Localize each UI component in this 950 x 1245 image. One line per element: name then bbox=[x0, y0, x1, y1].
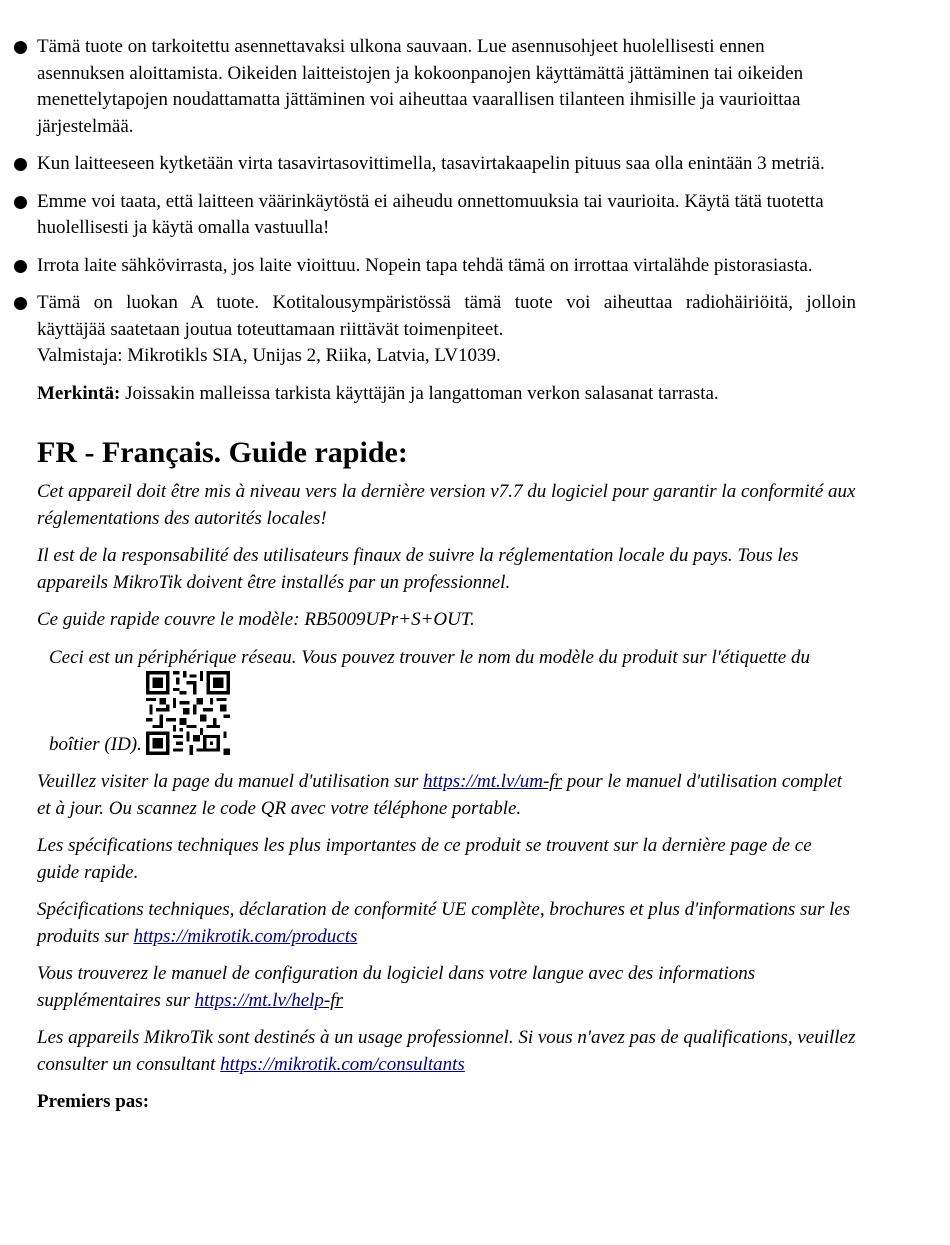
consultants-link[interactable]: https://mikrotik.com/consultants bbox=[220, 1053, 465, 1075]
network-line-1: Ceci est un périphérique réseau. Vous pouvez trouver le nom du modèle du produit sur l'étiquette du bbox=[49, 646, 810, 668]
bullet-text: Irrota laite sähkövirrasta, jos laite vioittuu. Nopein tapa tehdä tämä on irrottaa virtalähde pistorasiasta. bbox=[37, 254, 813, 276]
bullet-icon bbox=[14, 41, 27, 54]
manual-link-suffix: -fr bbox=[542, 771, 562, 792]
model-paragraph: Ce guide rapide couvre le modèle: RB5009UPr+S+OUT. bbox=[37, 609, 475, 630]
manual-text-before: Veuillez visiter la page du manuel d'utilisation sur bbox=[37, 771, 424, 792]
bullet-icon bbox=[14, 260, 27, 273]
document-page bbox=[37, 34, 856, 1116]
help-link[interactable]: https://mt.lv/help-fr bbox=[194, 989, 343, 1011]
manual-text-after: pour le manuel d'utilisation complet et à jour. Ou scannez le code QR avec votre téléphone portable. bbox=[37, 771, 843, 819]
note-text: Joissakin malleissa tarkista käyttäjän ja langattoman verkon salasanat tarrasta. bbox=[120, 382, 719, 404]
bullet-icon bbox=[14, 196, 27, 209]
bullet-text: Kun laitteeseen kytketään virta tasavirtasovittimella, tasavirtakaapelin pituus saa olla enintään 3 metriä. bbox=[37, 153, 825, 174]
note-label: Merkintä: bbox=[37, 382, 121, 404]
specs-last-page-paragraph: Les spécifications techniques les plus importantes de ce produit se trouvent sur la dernière page de ce guide rapide. bbox=[37, 835, 812, 883]
bullet-text: Tämä tuote on tarkoitettu asennettavaksi ulkona sauvaan. Lue asennusohjeet huolellisesti ennen asennuksen aloittamista. Oikeiden laitteistojen ja kokoonpanojen käyttämättä jättäminen tai oikeiden menettelytapojen noudattamatta jättäminen voi aiheuttaa vaarallisen tilanteen ihmisille ja vaurioittaa järjestelmää. bbox=[37, 36, 804, 137]
network-line-2-row bbox=[49, 671, 856, 758]
products-link[interactable]: https://mikrotik.com/products bbox=[133, 925, 358, 947]
list-item bbox=[37, 151, 856, 178]
class-a-line-2: käyttäjää saatetaan joutua toteuttamaan riittävät toimenpiteet. bbox=[37, 318, 504, 340]
list-item bbox=[37, 290, 856, 370]
config-paragraph bbox=[37, 961, 856, 1014]
professional-paragraph bbox=[37, 1025, 856, 1078]
bullet-icon bbox=[14, 297, 27, 310]
first-steps-heading: Premiers pas: bbox=[37, 1091, 150, 1112]
list-item bbox=[37, 253, 856, 280]
note-paragraph bbox=[37, 381, 856, 408]
bullet-text: Emme voi taata, että laitteen väärinkäytöstä ei aiheudu onnettomuuksia tai vaurioita. Käytä tätä tuotetta huolellisesti ja käytä omalla vastuulla! bbox=[37, 190, 824, 238]
bullet-icon bbox=[14, 158, 27, 171]
professional-text: Les appareils MikroTik sont destinés à un usage professionnel. Si vous n'avez pas de qualifications, veuillez consulter un consultant bbox=[37, 1027, 856, 1075]
config-text: Vous trouverez le manuel de configuration du logiciel dans votre langue avec des informations supplémentaires sur bbox=[37, 963, 756, 1011]
manual-paragraph bbox=[37, 769, 856, 822]
section-title: FR - Français. Guide rapide: bbox=[37, 436, 408, 469]
specs-text: Spécifications techniques, déclaration de conformité UE complète, brochures et plus d'informations sur les produits sur bbox=[37, 899, 851, 947]
manual-link[interactable]: https://mt.lv/um-fr bbox=[423, 771, 562, 792]
network-line-2: boîtier (ID). bbox=[49, 733, 142, 755]
qr-code-icon[interactable] bbox=[146, 671, 230, 755]
list-item bbox=[37, 34, 856, 140]
help-link-suffix: -fr bbox=[323, 989, 343, 1011]
class-a-line-1: Tämä on luokan A tuote. Kotitalousympäristössä tämä tuote voi aiheuttaa radiohäiriöitä, jolloin bbox=[37, 292, 856, 313]
responsibility-paragraph: Il est de la responsabilité des utilisateurs finaux de suivre la réglementation locale du pays. Tous les appareils MikroTik doivent être installés par un professionnel. bbox=[37, 545, 799, 593]
upgrade-paragraph: Cet appareil doit être mis à niveau vers la dernière version v7.7 du logiciel pour garantir la conformité aux réglementations des autorités locales! bbox=[37, 481, 856, 529]
list-item bbox=[37, 189, 856, 242]
specs-paragraph bbox=[37, 897, 856, 950]
manufacturer-text: Valmistaja: Mikrotikls SIA, Unijas 2, Riika, Latvia, LV1039. bbox=[37, 345, 501, 366]
network-device-paragraph bbox=[37, 645, 856, 759]
safety-bullet-list bbox=[37, 34, 856, 370]
